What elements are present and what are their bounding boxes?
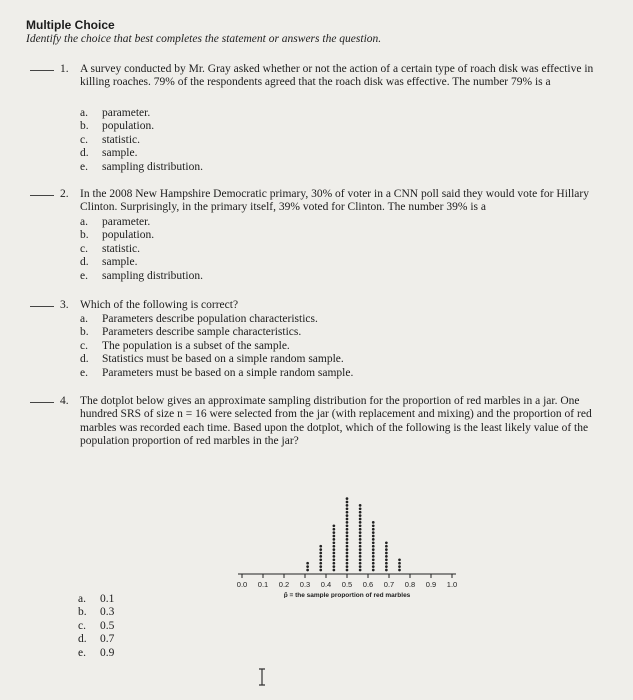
question-text: The dotplot below gives an approximate sampling distribution for the proportion of red marbles in a jar. One hundred SRS of size n = 16 were selected from the jar (with replacement and mixing) and the proportion of red marbles was recorded each time. Based upon the dotplot, which of the following is the least likely value of the population proportion of red marbles in the jar? (80, 395, 592, 448)
choice-d: d. sample. (80, 147, 138, 160)
dotplot-dot (359, 545, 362, 548)
dotplot-dot (372, 531, 375, 534)
dotplot-dot (359, 507, 362, 510)
dotplot-dot (359, 538, 362, 541)
text-cursor-icon (257, 668, 267, 686)
choice-d: d. 0.7 (78, 633, 115, 646)
dotplot-dot (398, 558, 401, 561)
dotplot-dot (372, 545, 375, 548)
x-tick-label: 0.1 (257, 580, 269, 589)
dotplot-dot (385, 558, 388, 561)
dotplot-dot (346, 548, 349, 551)
dotplot-dot (319, 548, 322, 551)
x-tick-label: 0.4 (320, 580, 332, 589)
dotplot-dot (359, 518, 362, 521)
choice-d: d. Statistics must be based on a simple random sample. (80, 353, 344, 366)
section-instructions: Identify the choice that best completes the statement or answers the question. (26, 33, 382, 45)
dotplot-dot (385, 555, 388, 558)
dotplot-dot (346, 535, 349, 538)
dotplot-dot (346, 545, 349, 548)
dotplot-dot (346, 558, 349, 561)
x-tick-label: 1.0 (446, 580, 458, 589)
dotplot-dot (385, 545, 388, 548)
dotplot-dot (346, 552, 349, 555)
dotplot-dot (333, 562, 336, 565)
dotplot-dot (359, 535, 362, 538)
answer-blank-2[interactable] (30, 195, 54, 196)
dotplot-dot (359, 552, 362, 555)
dotplot-dot (372, 558, 375, 561)
dotplot-dot (372, 552, 375, 555)
dotplot-dot (385, 548, 388, 551)
dotplot-dot (372, 555, 375, 558)
dotplot-dot (372, 541, 375, 544)
dotplot-dot (333, 535, 336, 538)
dotplot-dot (372, 565, 375, 568)
dotplot-dot (306, 569, 309, 572)
dotplot-dot (333, 558, 336, 561)
dotplot-dot (346, 514, 349, 517)
dotplot-dot (346, 511, 349, 514)
dotplot-dot (359, 569, 362, 572)
dotplot-chart (220, 452, 470, 598)
choice-b: b. population. (80, 120, 155, 133)
choice-c: c. statistic. (80, 242, 141, 255)
dotplot-dot (372, 521, 375, 524)
dotplot-dot (333, 524, 336, 527)
choice-c: c. 0.5 (78, 619, 115, 632)
answer-blank-1[interactable] (30, 70, 54, 71)
choice-c: c. The population is a subset of the sample. (80, 339, 290, 352)
choice-a: a. 0.1 (78, 593, 115, 605)
dotplot-dot (346, 524, 349, 527)
dotplot-dot (372, 535, 375, 538)
dotplot-dot (359, 555, 362, 558)
dotplot-dot (359, 548, 362, 551)
dotplot-dot (346, 531, 349, 534)
dotplot-dot (346, 538, 349, 541)
question-text: A survey conducted by Mr. Gray asked whether or not the action of a certain type of roach disk was effective in killing roaches. 79% of the respondents agreed that the roach disk was effective. The number 79% is a (80, 63, 594, 89)
dotplot-dot (372, 528, 375, 531)
dotplot-dot (346, 541, 349, 544)
dotplot-dot (333, 541, 336, 544)
answer-blank-3[interactable] (30, 306, 54, 307)
question-number: 1. (60, 63, 69, 75)
dotplot-dot (372, 548, 375, 551)
dotplot-dot (319, 555, 322, 558)
x-tick-label: 0.7 (383, 580, 395, 589)
dotplot-dot (359, 565, 362, 568)
dotplot-dot (346, 562, 349, 565)
x-tick-label: 0.5 (341, 580, 353, 589)
choice-a: a. parameter. (80, 107, 151, 119)
dotplot-dot (346, 521, 349, 524)
question-text: Which of the following is correct? (80, 299, 239, 311)
dotplot-dot (359, 531, 362, 534)
dotplot-dot (359, 562, 362, 565)
dotplot-dot (385, 541, 388, 544)
choice-d: d. sample. (80, 256, 138, 269)
dotplot-dot (319, 562, 322, 565)
choice-e: e. Parameters must be based on a simple random sample. (80, 366, 354, 379)
dotplot-dot (359, 528, 362, 531)
dotplot-dot (333, 548, 336, 551)
dotplot-dot (359, 558, 362, 561)
choice-e: e. sampling distribution. (80, 160, 203, 173)
choice-list (80, 216, 203, 283)
dotplot-dot (398, 565, 401, 568)
dotplot-dot (372, 562, 375, 565)
dotplot-dot (319, 569, 322, 572)
choice-b: b. Parameters describe sample characteristics. (80, 326, 302, 339)
dotplot-dot (319, 545, 322, 548)
dotplot-dot (385, 569, 388, 572)
dotplot-dot (372, 538, 375, 541)
choice-b: b. population. (80, 229, 155, 242)
choice-e: e. 0.9 (78, 646, 115, 659)
dotplot-dot (333, 565, 336, 568)
dotplot-dot (385, 565, 388, 568)
choice-list (80, 313, 353, 380)
dotplot-dot (319, 552, 322, 555)
dotplot-dot (333, 545, 336, 548)
dotplot-dot (372, 569, 375, 572)
x-tick-label: 0.9 (425, 580, 437, 589)
x-tick-label: 0.2 (278, 580, 290, 589)
dotplot-dot (385, 552, 388, 555)
choice-a: a. parameter. (80, 216, 151, 228)
x-tick-label: 0.6 (362, 580, 374, 589)
x-tick-label: 0.8 (404, 580, 416, 589)
dotplot-dot (346, 497, 349, 500)
dotplot-dot (346, 565, 349, 568)
dotplot-dot (346, 507, 349, 510)
dotplot-dot (333, 538, 336, 541)
choice-list (80, 107, 203, 174)
dotplot-dot (346, 501, 349, 504)
dotplot-dot (359, 541, 362, 544)
dotplot-dot (319, 565, 322, 568)
dotplot-dot (333, 555, 336, 558)
dotplot-dot (359, 511, 362, 514)
x-tick-label: 0.3 (299, 580, 311, 589)
section-header (26, 18, 381, 45)
dotplot-dot (319, 558, 322, 561)
dotplot-dot (359, 504, 362, 507)
section-title: Multiple Choice (26, 18, 115, 32)
choice-a: a. Parameters describe population characteristics. (80, 313, 318, 325)
choice-c: c. statistic. (80, 133, 141, 146)
choice-e: e. sampling distribution. (80, 269, 203, 282)
dotplot-dot (398, 569, 401, 572)
dotplot-dot (306, 565, 309, 568)
dotplot-dot (346, 555, 349, 558)
dotplot-dot (333, 569, 336, 572)
dotplot-dot (398, 562, 401, 565)
x-tick-label: 0.0 (236, 580, 248, 589)
x-axis-label: p̂ = the sample proportion of red marbles (283, 592, 411, 598)
dotplot-dot (359, 524, 362, 527)
dotplot-dot (346, 518, 349, 521)
dotplot-dot (359, 521, 362, 524)
dotplot-dot (333, 552, 336, 555)
dotplot-dot (359, 514, 362, 517)
dotplot-dot (346, 528, 349, 531)
choice-list (78, 593, 114, 660)
dotplot-dot (333, 531, 336, 534)
dotplot-dot (346, 569, 349, 572)
dotplot-dot (385, 562, 388, 565)
question-number: 3. (60, 299, 69, 311)
dotplot-dot (306, 562, 309, 565)
answer-blank-4[interactable] (30, 402, 54, 403)
dotplot-dot (333, 528, 336, 531)
question-number: 2. (60, 188, 69, 200)
question-number: 4. (60, 395, 69, 407)
choice-b: b. 0.3 (78, 606, 115, 619)
dotplot-dot (372, 524, 375, 527)
question-text: In the 2008 New Hampshire Democratic primary, 30% of voter in a CNN poll said they would vote for Hillary Clinton. Surprisingly, in the primary itself, 39% voted for Clinton. The number 39% is a (80, 188, 589, 214)
dotplot-dot (346, 504, 349, 507)
